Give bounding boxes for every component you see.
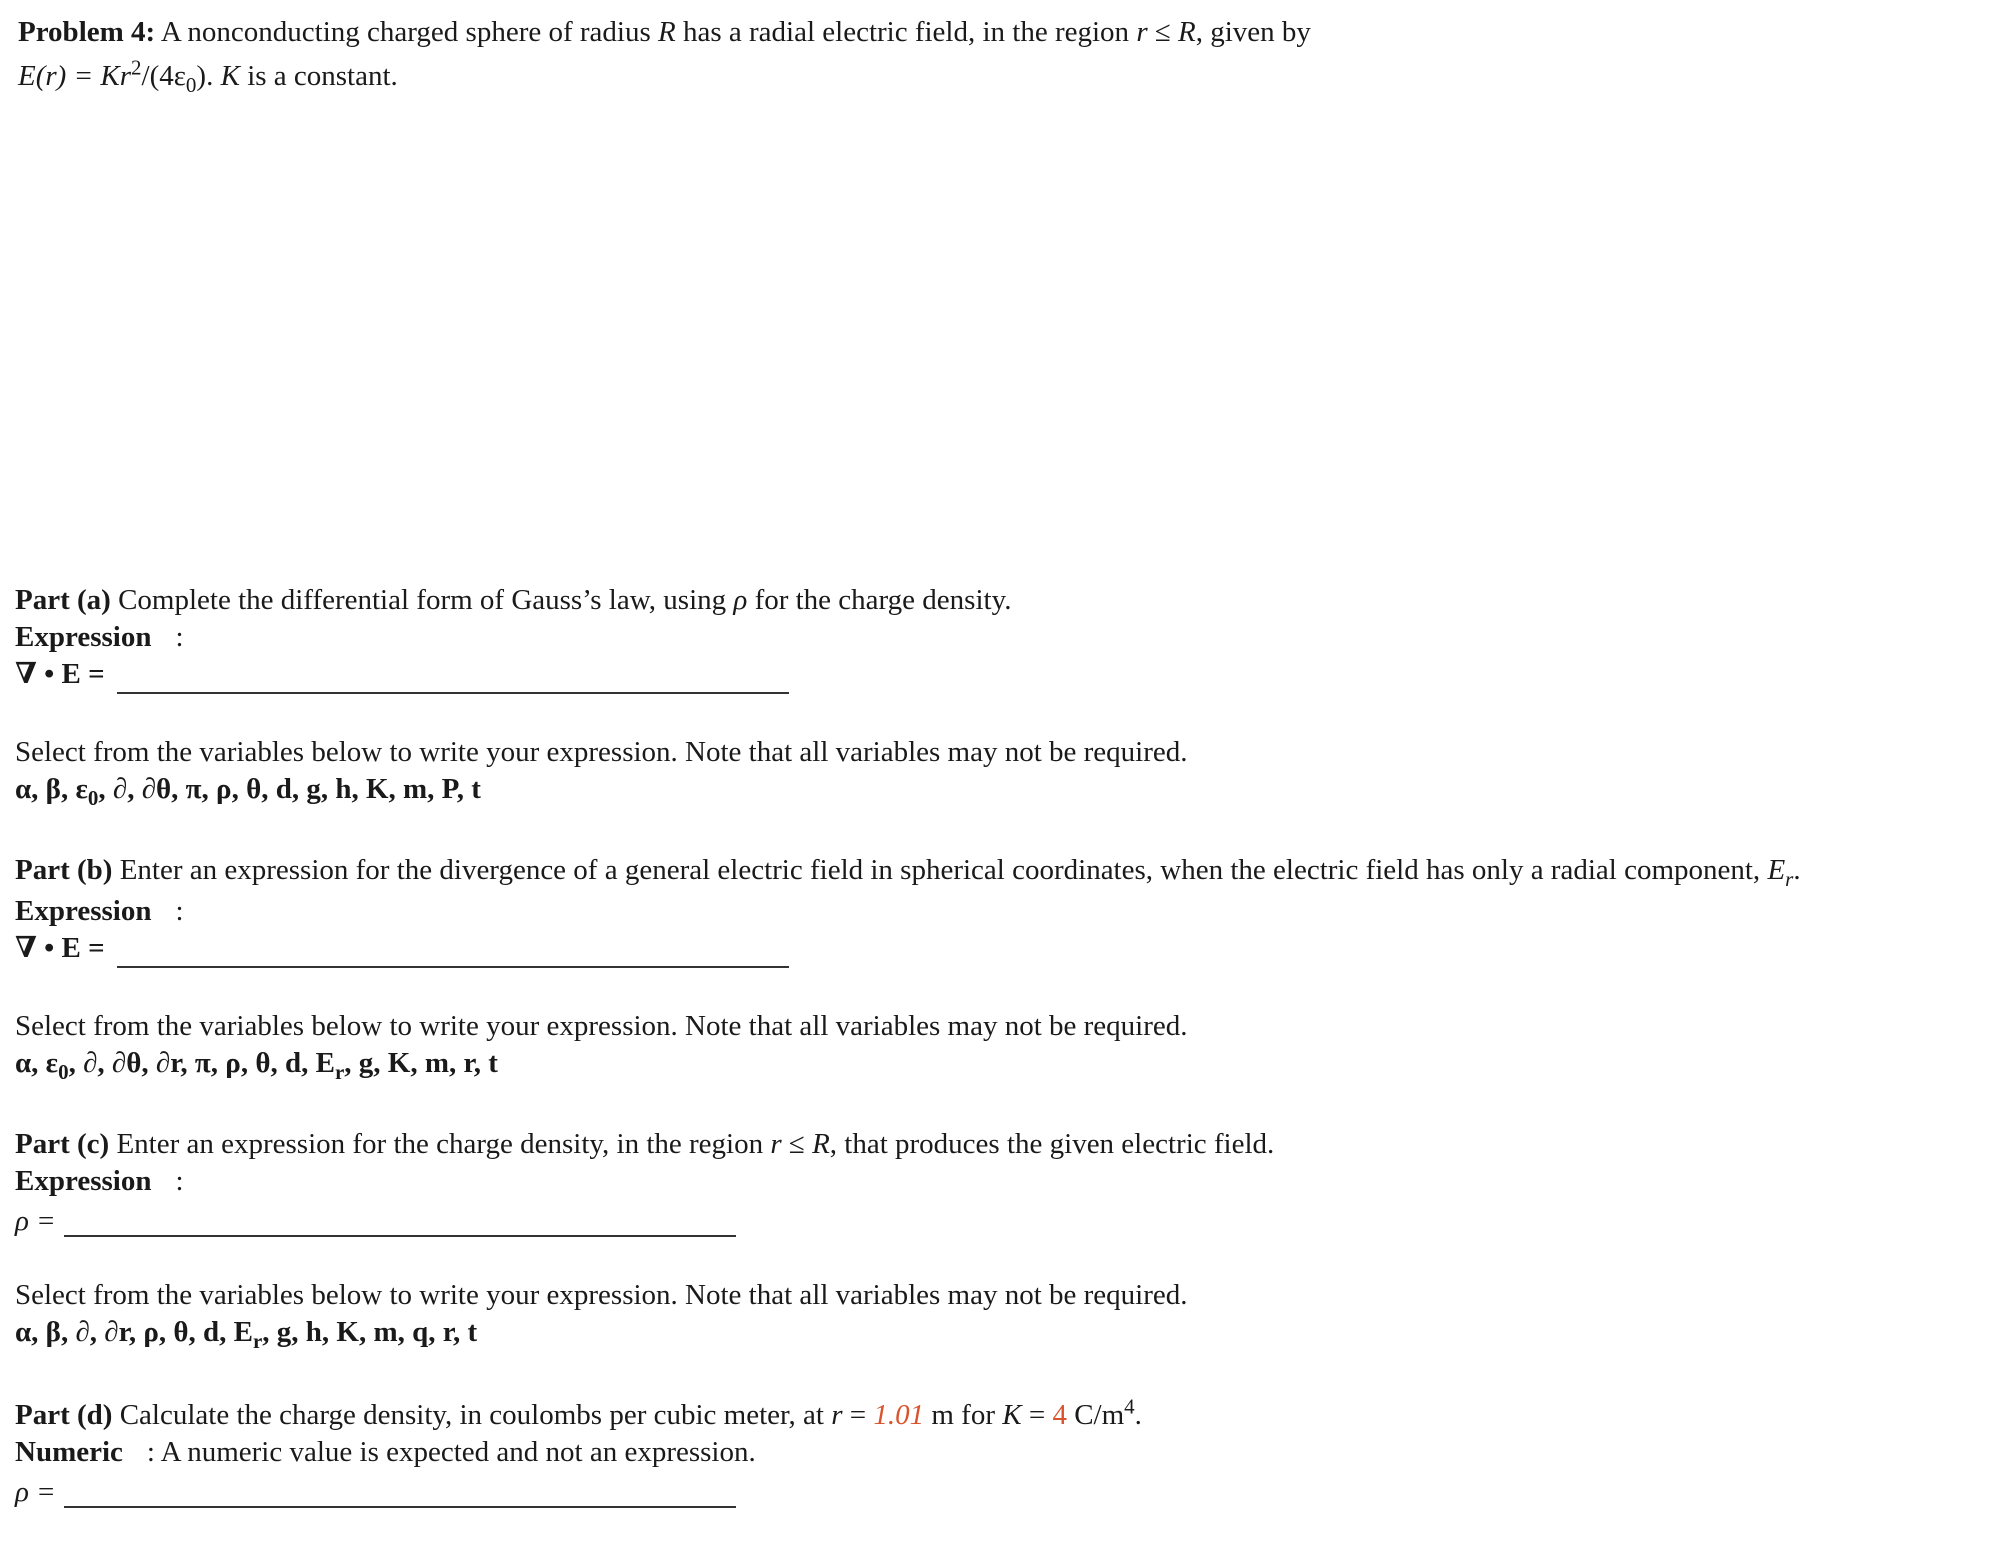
colon: : [175, 621, 184, 653]
part-a-answer-input[interactable] [117, 692, 789, 694]
part-b-label: Part (b) [15, 854, 113, 886]
equation-part: is a constant. [239, 60, 398, 92]
part-c-prompt [15, 1126, 1274, 1162]
prompt-text: Complete the differential form of Gauss’s law, using [110, 584, 734, 616]
part-d-lhs: ρ = [15, 1476, 56, 1508]
part-b-prompt [15, 852, 1801, 891]
variables-text: , ∂, ∂θ, ∂r, π, ρ, θ, d, E [68, 1047, 335, 1079]
part-b-variables [15, 1045, 498, 1084]
expression-label: Expression [15, 1165, 152, 1197]
divergence-lhs: ∇ • E = [15, 658, 105, 690]
r-value: 1.01 [873, 1399, 925, 1431]
part-a-expression-label [15, 619, 184, 655]
part-c-note: Select from the variables below to write your expression. Note that all variables may not be required. [15, 1279, 1188, 1311]
subscript: 0 [58, 1059, 69, 1084]
colon: : [146, 1436, 155, 1468]
part-d-answer-input[interactable] [64, 1506, 736, 1508]
prompt-text: Enter an expression for the divergence of a general electric field in spherical coordinates, when the electric field has only a radial component, [112, 854, 1768, 886]
part-d-label: Part (d) [15, 1399, 113, 1431]
part-b-answer-input[interactable] [117, 966, 789, 968]
k-symbol: K [220, 60, 240, 92]
variables-text: α, ε [15, 1047, 59, 1079]
subscript: 0 [87, 785, 99, 810]
problem-text: A nonconducting charged sphere of radius [155, 16, 659, 48]
part-a-prompt [15, 582, 1011, 618]
problem-statement [18, 14, 1311, 50]
variables-text: , g, h, K, m, q, r, t [262, 1316, 478, 1348]
exponent: 2 [131, 55, 142, 80]
part-c-lhs: ρ = [15, 1205, 56, 1237]
subscript: r [252, 1328, 263, 1353]
leq-symbol: ≤ [781, 1128, 813, 1160]
expression-label: Expression [15, 621, 152, 653]
radius-symbol: R [658, 16, 676, 48]
part-c-expression-label [15, 1163, 184, 1199]
colon: : [175, 895, 184, 927]
rho-symbol: ρ [733, 584, 748, 616]
variables-text: , g, K, m, r, t [344, 1047, 498, 1079]
expression-label: Expression [15, 895, 152, 927]
r-symbol: r [1136, 16, 1148, 48]
prompt-text: m for [924, 1399, 1003, 1431]
prompt-text: , that produces the given electric field. [829, 1128, 1275, 1160]
equals: = [1021, 1399, 1053, 1431]
subscript: r [334, 1059, 345, 1084]
subscript: r [1785, 866, 1794, 891]
exponent: 4 [1124, 1394, 1135, 1419]
prompt-text: . [1134, 1399, 1142, 1431]
prompt-text: . [1793, 854, 1801, 886]
subscript: 0 [185, 72, 197, 97]
equation-part: ). [196, 60, 221, 92]
r-symbol: r [831, 1399, 843, 1431]
variables-text: , ∂, ∂θ, π, ρ, θ, d, g, h, K, m, P, t [98, 773, 481, 805]
part-b-expression-label [15, 893, 184, 929]
leq-symbol: ≤ [1147, 16, 1179, 48]
part-c-variables [15, 1314, 478, 1353]
k-value: 4 [1052, 1399, 1067, 1431]
part-d-numeric-label [15, 1434, 756, 1470]
prompt-text: Enter an expression for the charge density, in the region [109, 1128, 771, 1160]
k-symbol: K [1002, 1399, 1022, 1431]
part-c-label: Part (c) [15, 1128, 110, 1160]
problem-label: Problem 4: [18, 16, 156, 48]
part-a-lhs [15, 656, 105, 692]
r-symbol: r [770, 1128, 782, 1160]
part-a-variables [15, 771, 481, 810]
numeric-note: A numeric value is expected and not an expression. [154, 1436, 756, 1468]
equation-part: /(4ε [141, 60, 186, 92]
problem-text: has a radial electric field, in the region [675, 16, 1137, 48]
radius-symbol: R [812, 1128, 830, 1160]
part-a-label: Part (a) [15, 584, 111, 616]
er-symbol: E [1767, 854, 1786, 886]
variables-text: α, β, ε [15, 773, 88, 805]
part-a-note: Select from the variables below to write your expression. Note that all variables may not be required. [15, 736, 1188, 768]
part-c-answer-input[interactable] [64, 1235, 736, 1237]
numeric-label: Numeric [15, 1436, 123, 1468]
equation-part: E(r) = Kr [18, 60, 132, 92]
equals: = [842, 1399, 874, 1431]
colon: : [175, 1165, 184, 1197]
problem-text: , given by [1195, 16, 1311, 48]
divergence-lhs: ∇ • E = [15, 932, 105, 964]
part-b-note: Select from the variables below to write your expression. Note that all variables may not be required. [15, 1010, 1188, 1042]
part-b-lhs [15, 930, 105, 966]
unit: C/m [1066, 1399, 1125, 1431]
radius-symbol: R [1178, 16, 1196, 48]
part-d-prompt [15, 1394, 1142, 1433]
prompt-text: Calculate the charge density, in coulombs per cubic meter, at [112, 1399, 832, 1431]
field-equation [18, 55, 398, 97]
prompt-text: for the charge density. [747, 584, 1012, 616]
variables-text: α, β, ∂, ∂r, ρ, θ, d, E [15, 1316, 253, 1348]
